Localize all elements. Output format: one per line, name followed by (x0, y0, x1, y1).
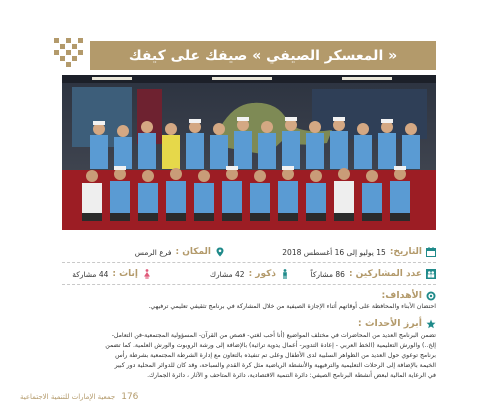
events-line: برنامج توعوي حول العديد من الظواهر السلبية لدى الأطفال وعلى تم تنفيذه بالتعاون مع إدارة الشرطة المجتمعية بشرطة رأس (115, 352, 436, 359)
events-line: في الرعاية المالية لبعض أنشطة البرنامج الصيفي: دائرة التنمية الاقتصادية، دائرة المتاحف و الآثار ، دائرة الجمارك. (147, 372, 436, 379)
page-title: « المعسكر الصيفي » صيفك على كيفك (128, 47, 398, 64)
participants-value: 86 مشاركاً (310, 269, 345, 279)
events-icon (426, 319, 436, 329)
date-value: 15 يوليو إلى 16 أغسطس 2018 (282, 247, 386, 257)
males-label: ذكور : (248, 269, 276, 279)
decorative-pattern-icon (54, 38, 86, 70)
goals-icon (426, 291, 436, 301)
females-label: إناث : (112, 269, 138, 279)
goals-text: احتضان الأبناء والمحافظة على أوقاتهم أثناء الإجازة الصيفية من خلال المشاركة في برنامج تثقيفي تعليمي ترفيهي. (148, 303, 436, 310)
place-label: المكان : (175, 247, 211, 257)
location-pin-icon (215, 247, 225, 257)
events-text (46, 331, 436, 381)
events-heading-row (354, 318, 436, 329)
group-photo (62, 75, 436, 230)
males-value: 42 مشارك (209, 269, 245, 279)
divider (62, 284, 436, 285)
title-banner (90, 41, 436, 70)
calendar-icon (426, 247, 436, 257)
goals-heading-row (378, 290, 437, 301)
page-footer (20, 392, 144, 402)
events-line: تضمن البرنامج العديد من المحاضرات في مختلف المواضيع (أنا أحب لغتي- قصص من القرآن- المسؤولية المجتمعية-فن التعامل- (111, 332, 436, 339)
events-line: الخيمة بالإضافة إلى الرحلات التعليمية والترفيهية والأنشطة الرياضية مثل كرة القدم والسباحة، وقد كان للدوائر المحلية دور كبير (114, 362, 436, 369)
place-value: فرع الرمس (134, 247, 172, 257)
page-number: 176 (121, 392, 139, 402)
group-icon (426, 269, 436, 279)
date-row (282, 244, 436, 260)
males-row (210, 266, 290, 282)
male-icon (280, 269, 290, 279)
date-label: التاريخ: (389, 247, 422, 257)
participants-label: عدد المشاركين : (348, 269, 422, 279)
goals-heading: الأهداف: (381, 290, 422, 301)
female-icon (142, 269, 152, 279)
footer-org-name: جمعية الإمارات للتنمية الاجتماعية (20, 393, 116, 401)
females-row (72, 266, 152, 282)
place-row (135, 244, 225, 260)
participants-row (311, 266, 436, 282)
divider (62, 262, 436, 263)
females-value: 44 مشاركة (72, 269, 109, 279)
events-line: إلخ..) والورش التعليمية (الخط العربي - إعادة التدوير- أعمال يدوية تراثية) بالإضافة إلى ورشة الروبوت والورش العلمية. كما تضمن (105, 342, 436, 349)
events-heading: أبرز الأحداث : (357, 318, 422, 329)
